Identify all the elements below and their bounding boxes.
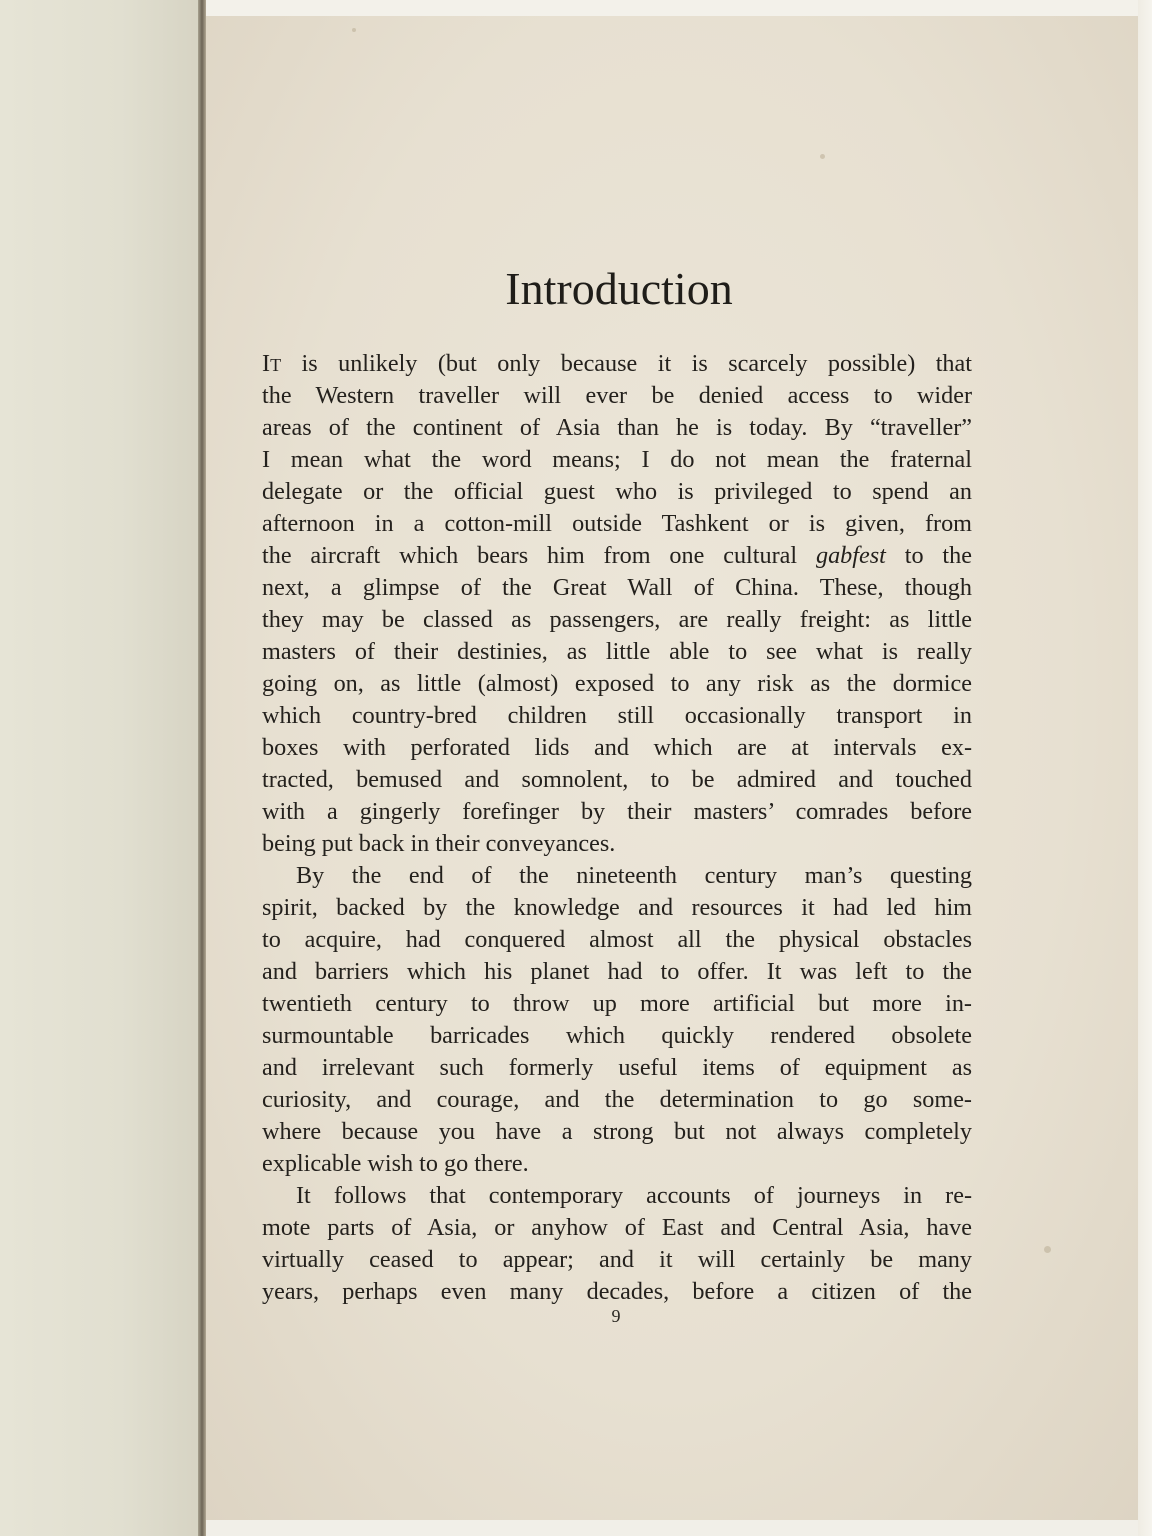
text-line: with a gingerly forefinger by their masters’ comrades before [262, 798, 972, 825]
text-line: IT is unlikely (but only because it is scarcely possible) that [262, 350, 972, 377]
bottom-paper-edge [206, 1520, 1152, 1536]
text-line: boxes with perforated lids and which are at intervals ex- [262, 734, 972, 761]
paragraph [262, 1180, 972, 1308]
text-line: the Western traveller will ever be denied access to wider [262, 382, 972, 409]
text-line: curiosity, and courage, and the determination to go some- [262, 1086, 972, 1113]
page-title: Introduction [505, 263, 733, 314]
text-line: which country-bred children still occasionally transport in [262, 702, 972, 729]
text-line: mote parts of Asia, or anyhow of East and Central Asia, have [262, 1214, 972, 1241]
paper-spot [352, 28, 356, 32]
text-line: tracted, bemused and somnolent, to be admired and touched [262, 766, 972, 793]
text-line: the aircraft which bears him from one cultural gabfest to the [262, 542, 972, 569]
text-line: explicable wish to go there. [262, 1150, 529, 1177]
text-line: where because you have a strong but not always completely [262, 1118, 972, 1145]
text-line: I mean what the word means; I do not mean the fraternal [262, 446, 972, 473]
text-line: they may be classed as passengers, are really freight: as little [262, 606, 972, 633]
text-line: areas of the continent of Asia than he is today. By “traveller” [262, 414, 972, 441]
text-line: surmountable barricades which quickly rendered obsolete [262, 1022, 972, 1049]
text-line: years, perhaps even many decades, before a citizen of the [262, 1278, 972, 1305]
text-line: twentieth century to throw up more artificial but more in- [262, 990, 972, 1017]
text-line: and irrelevant such formerly useful items of equipment as [262, 1054, 972, 1081]
text-line: It follows that contemporary accounts of journeys in re- [296, 1182, 972, 1209]
text-line: to acquire, had conquered almost all the physical obstacles [262, 926, 972, 953]
paper-spot [820, 154, 825, 159]
text-line: next, a glimpse of the Great Wall of China. These, though [262, 574, 972, 601]
text-line: spirit, backed by the knowledge and resources it had led him [262, 894, 972, 921]
right-paper-edge [1138, 0, 1152, 1536]
text-line: By the end of the nineteenth century man’s questing [296, 862, 972, 889]
paper-spot [1044, 1246, 1051, 1253]
text-line: being put back in their conveyances. [262, 830, 616, 857]
text-line: going on, as little (almost) exposed to any risk as the dormice [262, 670, 972, 697]
text-line: virtually ceased to appear; and it will certainly be many [262, 1246, 972, 1273]
left-page [0, 0, 202, 1536]
text-line: masters of their destinies, as little able to see what is really [262, 638, 972, 665]
text-line: afternoon in a cotton-mill outside Tashkent or is given, from [262, 510, 972, 537]
paragraph [262, 860, 972, 1180]
paragraph [262, 348, 972, 860]
top-paper-edge [206, 0, 1152, 16]
text-line: and barriers which his planet had to offer. It was left to the [262, 958, 972, 985]
book-gutter [198, 0, 206, 1536]
text-line: delegate or the official guest who is privileged to spend an [262, 478, 972, 505]
page-number: 9 [611, 1306, 621, 1326]
body-text [262, 348, 972, 1308]
